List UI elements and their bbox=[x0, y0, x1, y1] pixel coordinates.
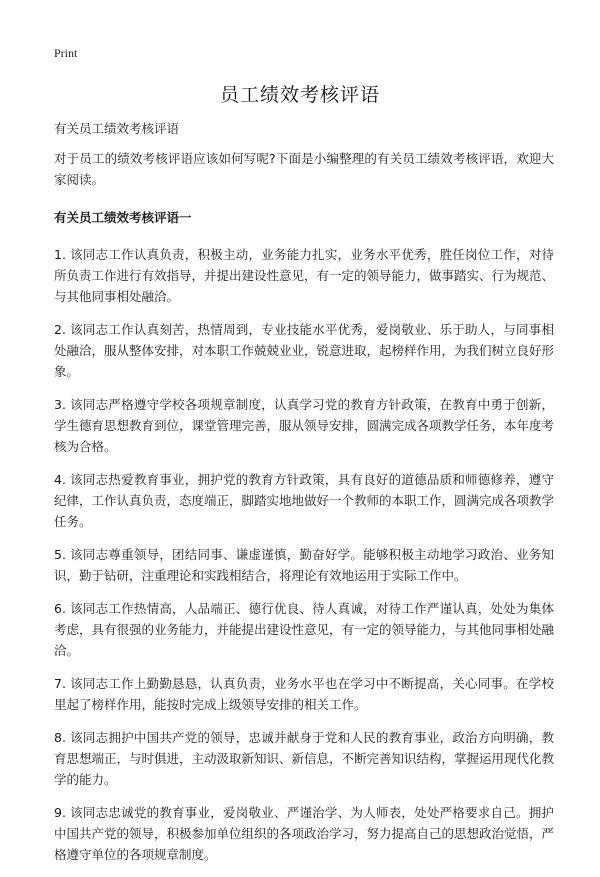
print-link[interactable]: Print bbox=[54, 46, 78, 60]
list-item: 2. 该同志工作认真刻苦，热情周到，专业技能水平优秀，爱岗敬业、乐于助人，与同事相处融洽，服从整体安排，对本职工作兢兢业业，锐意进取，起榜样作用，为我们树立良好形象。 bbox=[54, 322, 555, 379]
list-item: 3. 该同志严格遵守学校各项规章制度，认真学习党的教育方针政策，在教育中勇于创新，学生德育思想教育到位，课堂管理完善，服从领导安排，圆满完成各项教学任务，本年度考核为合格。 bbox=[54, 397, 555, 454]
section-heading: 有关员工绩效考核评语一 bbox=[54, 210, 192, 225]
list-item: 4. 该同志热爱教育事业，拥护党的教育方针政策，具有良好的道德品质和师德修养，遵守纪律，工作认真负责，态度端正，脚踏实地地做好一个教师的本职工作，圆满完成各项教学任务。 bbox=[54, 472, 555, 529]
list-item: 6. 该同志工作热情高，人品端正、德行优良、待人真诚，对待工作严谨认真，处处为集体考虑，具有很强的业务能力，并能提出建设性意见，有一定的领导能力，与其他同事相处融洽。 bbox=[54, 601, 555, 658]
list-item: 7. 该同志工作上勤勤恳恳，认真负责，业务水平也在学习中不断提高，关心同事。在学校里起了榜样作用，能按时完成上级领导安排的相关工作。 bbox=[54, 676, 554, 712]
document-body bbox=[54, 118, 554, 877]
list-item: 8. 该同志拥护中国共产党的领导，忠诚并献身于党和人民的教育事业，政治方向明确，教育思想端正，与时俱进，主动汲取新知识、新信息，不断完善知识结构，掌握运用现代化教学的能力。 bbox=[54, 730, 555, 787]
document-title: 员工绩效考核评语 bbox=[219, 84, 380, 106]
document-subtitle: 有关员工绩效考核评语 bbox=[54, 121, 180, 136]
list-item: 5. 该同志尊重领导，团结同事、谦虚谨慎，勤奋好学。能够积极主动地学习政治、业务知识，勤于钻研，注重理论和实践相结合，将理论有效地运用于实际工作中。 bbox=[54, 547, 554, 583]
list-item: 1. 该同志工作认真负责，积极主动，业务能力扎实，业务水平优秀，胜任岗位工作，对待所负责工作进行有效指导，并提出建设性意见，有一定的领导能力，做事踏实、行为规范、与其他同事相处融洽。 bbox=[54, 247, 555, 304]
intro-paragraph: 对于员工的绩效考核评语应该如何写呢?下面是小编整理的有关员工绩效考核评语，欢迎大家阅读。 bbox=[54, 151, 554, 187]
list-item: 9. 该同志忠诚党的教育事业，爱岗敬业、严谨治学、为人师表，处处严格要求自己。拥护中国共产党的领导，积极参加单位组织的各项政治学习，努力提高自己的思想政治觉悟，严格遵守单位的各项规章制度。 bbox=[54, 805, 555, 862]
